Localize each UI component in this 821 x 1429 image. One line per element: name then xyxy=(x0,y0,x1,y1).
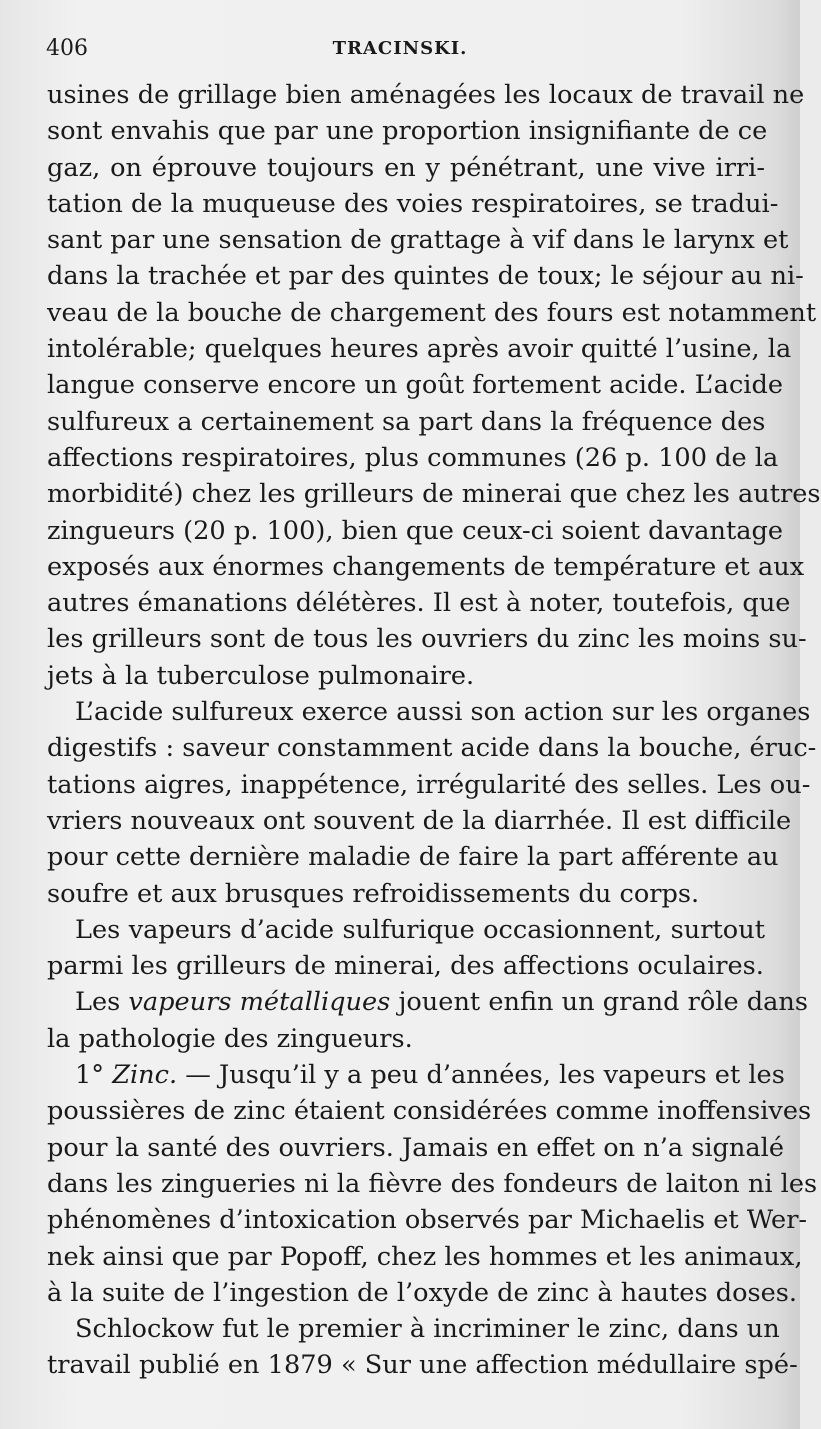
text-line xyxy=(47,1057,785,1093)
text-line: les grilleurs sont de tous les ouvriers du zinc les moins su- xyxy=(47,624,807,655)
text-line: L’acide sulfureux exerce aussi son action sur les organes xyxy=(75,697,811,728)
text-line: autres émanations délétères. Il est à noter, toutefois, que xyxy=(47,588,791,619)
text-line: tations aigres, inappétence, irrégularité des selles. Les ou- xyxy=(47,769,811,800)
italic-term: vapeurs métalliques xyxy=(128,987,391,1018)
text-line: exposés aux énormes changements de température et aux xyxy=(47,551,805,582)
text-line: sant par une sensation de grattage à vif dans le larynx et xyxy=(47,225,789,256)
paragraph xyxy=(47,694,817,912)
text-line: pour la santé des ouvriers. Jamais en effet on n’a signalé xyxy=(47,1132,785,1163)
text-line: intolérable; quelques heures après avoir quitté l’usine, la xyxy=(47,334,792,365)
text-line: nek ainsi que par Popoff, chez les hommes et les animaux, xyxy=(47,1241,803,1272)
page-header xyxy=(46,36,754,66)
text-line: Schlockow fut le premier à incriminer le zinc, dans un xyxy=(75,1314,780,1345)
text-line: dans la trachée et par des quintes de toux; le séjour au ni- xyxy=(47,261,804,292)
text-line: à la suite de l’ingestion de l’oxyde de zinc à hautes doses. xyxy=(47,1277,798,1308)
text-line: vriers nouveaux ont souvent de la diarrhée. Il est difficile xyxy=(47,805,792,836)
text-line: sont envahis que par une proportion insignifiante de ce xyxy=(47,116,768,147)
text-line: Les vapeurs d’acide sulfurique occasionnent, surtout xyxy=(75,914,765,945)
text-line: poussières de zinc étaient considérées comme inoffensives xyxy=(47,1096,812,1127)
text-line: langue conserve encore un goût fortement acide. L’acide xyxy=(47,370,783,401)
text-fragment: Les xyxy=(75,987,129,1018)
body-text xyxy=(47,77,821,1384)
paragraph xyxy=(47,1057,818,1311)
text-line xyxy=(47,984,809,1020)
text-line: affections respiratoires, plus communes (26 p. 100 de la xyxy=(47,442,779,473)
text-line: tation de la muqueuse des voies respiratoires, se tradui- xyxy=(47,188,779,219)
text-line: dans les zingueries ni la fièvre des fondeurs de laiton ni les xyxy=(47,1168,818,1199)
text-line: sulfureux a certainement sa part dans la fréquence des xyxy=(47,406,766,437)
text-line: jets à la tuberculose pulmonaire. xyxy=(47,660,475,691)
text-line: gaz, on éprouve toujours en y pénétrant, une vive irri- xyxy=(47,152,765,183)
text-line: morbidité) chez les grilleurs de minerai que chez les autres xyxy=(47,479,821,510)
text-line: pour cette dernière maladie de faire la part afférente au xyxy=(47,842,779,873)
text-line: la pathologie des zingueurs. xyxy=(47,1023,413,1054)
text-line: phénomènes d’intoxication observés par Michaelis et Wer- xyxy=(47,1205,808,1236)
text-fragment: — Jusqu’il y a peu d’années, les vapeurs et les xyxy=(177,1060,785,1091)
paragraph xyxy=(47,77,821,694)
page-number: 406 xyxy=(46,36,88,61)
text-line: zingueurs (20 p. 100), bien que ceux-ci soient davantage xyxy=(47,515,784,546)
text-fragment: jouent enfin un grand rôle dans xyxy=(390,987,809,1018)
text-line: digestifs : saveur constamment acide dans la bouche, éruc- xyxy=(47,733,817,764)
text-line: travail publié en 1879 « Sur une affection médullaire spé- xyxy=(47,1350,798,1381)
text-line: veau de la bouche de chargement des fours est notamment xyxy=(47,297,817,328)
paragraph xyxy=(47,984,809,1057)
text-line: parmi les grilleurs de minerai, des affections oculaires. xyxy=(47,951,764,982)
text-line: usines de grillage bien aménagées les locaux de travail ne xyxy=(47,80,805,110)
text-line: soufre et aux brusques refroidissements du corps. xyxy=(47,878,700,909)
section-heading: Zinc. xyxy=(112,1060,178,1091)
text-fragment: 1° xyxy=(75,1060,113,1091)
running-head: TRACINSKI. xyxy=(332,38,468,59)
paragraph xyxy=(47,912,765,985)
paragraph xyxy=(47,1311,798,1384)
